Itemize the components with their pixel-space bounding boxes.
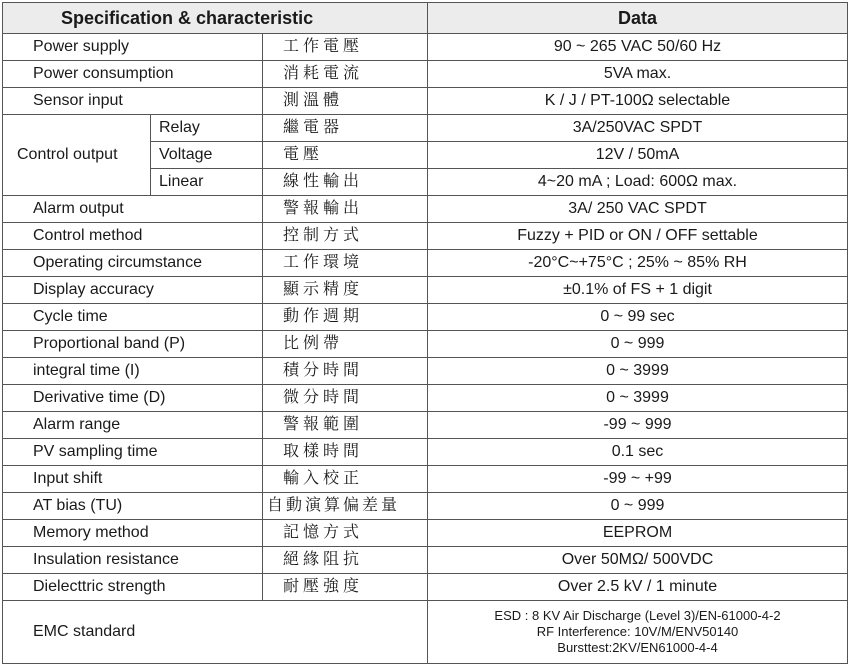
row-label-zh: 警報範圍	[263, 412, 428, 439]
row-label-en: Derivative time (D)	[3, 385, 263, 412]
row-label-en: EMC standard	[3, 601, 428, 664]
row-label-zh: 耐壓強度	[263, 574, 428, 601]
row-label-en: Power supply	[3, 34, 263, 61]
row-label-en: Control method	[3, 223, 263, 250]
table-row	[3, 331, 848, 358]
emc-line: Bursttest:2KV/EN61000-4-4	[557, 640, 718, 655]
table-row	[3, 223, 848, 250]
row-value: Over 50MΩ/ 500VDC	[428, 547, 848, 574]
row-label-zh: 繼電器	[263, 115, 428, 142]
row-label-en: Voltage	[151, 142, 263, 169]
row-value: 90 ~ 265 VAC 50/60 Hz	[428, 34, 848, 61]
table-row	[3, 277, 848, 304]
header-data: Data	[428, 3, 848, 34]
row-label-zh: 顯示精度	[263, 277, 428, 304]
row-label-zh: 動作週期	[263, 304, 428, 331]
row-value: -99 ~ 999	[428, 412, 848, 439]
row-value: 0 ~ 999	[428, 493, 848, 520]
row-label-en: integral time (I)	[3, 358, 263, 385]
spec-table	[2, 2, 848, 664]
row-label-en: Proportional band (P)	[3, 331, 263, 358]
table-row	[3, 439, 848, 466]
row-value: 5VA max.	[428, 61, 848, 88]
row-label-en: Power consumption	[3, 61, 263, 88]
row-label-en: Relay	[151, 115, 263, 142]
table-row	[3, 196, 848, 223]
row-label-zh: 測溫體	[263, 88, 428, 115]
row-value: 0.1 sec	[428, 439, 848, 466]
row-label-en: Memory method	[3, 520, 263, 547]
row-value: 3A/ 250 VAC SPDT	[428, 196, 848, 223]
row-label-en: Input shift	[3, 466, 263, 493]
table-row	[3, 115, 848, 142]
row-value: 0 ~ 999	[428, 331, 848, 358]
row-label-en: Linear	[151, 169, 263, 196]
row-value: -99 ~ +99	[428, 466, 848, 493]
row-label-zh: 自動演算偏差量	[263, 493, 428, 520]
table-row	[3, 304, 848, 331]
row-label-en: Insulation resistance	[3, 547, 263, 574]
row-label-zh: 工作電壓	[263, 34, 428, 61]
row-value: Fuzzy + PID or ON / OFF settable	[428, 223, 848, 250]
row-label-zh: 比例帶	[263, 331, 428, 358]
table-row	[3, 88, 848, 115]
table-row	[3, 34, 848, 61]
row-value: ±0.1% of FS + 1 digit	[428, 277, 848, 304]
table-row	[3, 493, 848, 520]
row-label-en: Alarm range	[3, 412, 263, 439]
table-row	[3, 250, 848, 277]
row-value: 0 ~ 99 sec	[428, 304, 848, 331]
emc-line: ESD : 8 KV Air Discharge (Level 3)/EN-61000-4-2	[494, 608, 781, 623]
row-label-zh: 積分時間	[263, 358, 428, 385]
row-label-zh: 線性輸出	[263, 169, 428, 196]
row-label-zh: 輸入校正	[263, 466, 428, 493]
row-label-zh: 絕緣阻抗	[263, 547, 428, 574]
row-label-zh: 電壓	[263, 142, 428, 169]
table-row-emc	[3, 601, 848, 664]
row-label-zh: 記憶方式	[263, 520, 428, 547]
row-label-zh: 警報輸出	[263, 196, 428, 223]
header-row	[3, 3, 848, 34]
header-spec: Specification & characteristic	[3, 3, 428, 34]
control-output-label: Control output	[3, 115, 151, 196]
row-label-zh: 消耗電流	[263, 61, 428, 88]
row-label-zh: 控制方式	[263, 223, 428, 250]
row-label-en: Dielecttric strength	[3, 574, 263, 601]
row-value: -20°C~+75°C ; 25% ~ 85% RH	[428, 250, 848, 277]
row-label-en: PV sampling time	[3, 439, 263, 466]
emc-values	[428, 601, 848, 664]
table-row	[3, 547, 848, 574]
row-value: K / J / PT-100Ω selectable	[428, 88, 848, 115]
row-label-en: Sensor input	[3, 88, 263, 115]
table-row	[3, 385, 848, 412]
row-value: 0 ~ 3999	[428, 358, 848, 385]
table-row	[3, 412, 848, 439]
row-label-en: Display accuracy	[3, 277, 263, 304]
row-value: Over 2.5 kV / 1 minute	[428, 574, 848, 601]
row-value: 0 ~ 3999	[428, 385, 848, 412]
table-row	[3, 466, 848, 493]
row-label-en: Operating circumstance	[3, 250, 263, 277]
row-label-zh: 微分時間	[263, 385, 428, 412]
emc-line: RF Interference: 10V/M/ENV50140	[536, 624, 739, 639]
row-value: 3A/250VAC SPDT	[428, 115, 848, 142]
row-label-en: Cycle time	[3, 304, 263, 331]
row-value: 4~20 mA ; Load: 600Ω max.	[428, 169, 848, 196]
table-row	[3, 574, 848, 601]
table-row	[3, 358, 848, 385]
row-value: 12V / 50mA	[428, 142, 848, 169]
row-value: EEPROM	[428, 520, 848, 547]
row-label-en: AT bias (TU)	[3, 493, 263, 520]
row-label-zh: 工作環境	[263, 250, 428, 277]
row-label-zh: 取樣時間	[263, 439, 428, 466]
row-label-en: Alarm output	[3, 196, 263, 223]
table-row	[3, 520, 848, 547]
table-row	[3, 61, 848, 88]
